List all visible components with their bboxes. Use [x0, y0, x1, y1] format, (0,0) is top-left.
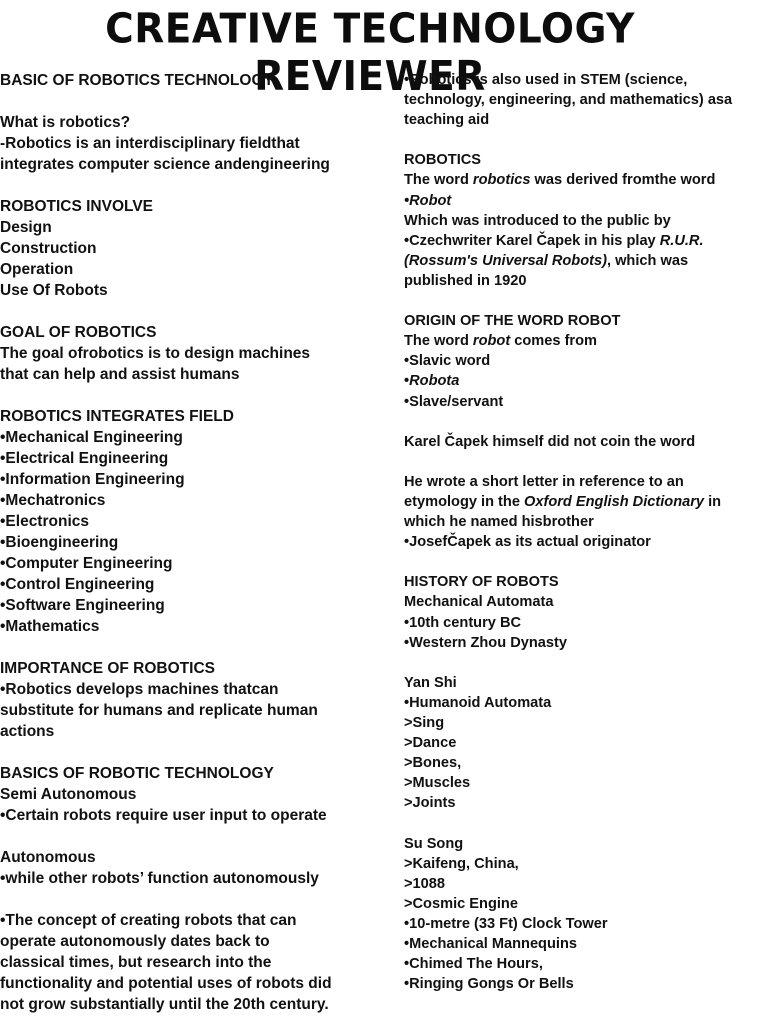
- list-item: Operation: [0, 261, 74, 278]
- list-item: •Humanoid Automata: [404, 694, 552, 711]
- body-text: classical times, but research into the: [0, 954, 272, 971]
- section-heading: GOAL OF ROBOTICS: [0, 324, 157, 341]
- body-text: etymology in the Oxford English Dictionary in: [404, 493, 722, 510]
- list-item: •Slave/servant: [404, 393, 504, 410]
- list-item: >Kaifeng, China,: [404, 855, 519, 872]
- body-text: •Robot: [404, 192, 452, 209]
- list-item: •Control Engineering: [0, 576, 155, 593]
- body-text: that can help and assist humans: [0, 366, 240, 383]
- subheading: Semi Autonomous: [0, 786, 137, 803]
- body-text: The word robotics was derived fromthe word: [404, 172, 716, 189]
- section-heading: BASICS OF ROBOTIC TECHNOLOGY: [0, 765, 274, 782]
- section-heading: IMPORTANCE OF ROBOTICS: [0, 660, 215, 677]
- list-item: •Robota: [404, 373, 460, 390]
- body-text: Karel Čapek himself did not coin the word: [404, 433, 696, 450]
- list-item: •Mathematics: [0, 618, 100, 635]
- body-text: operate autonomously dates back to: [0, 933, 270, 950]
- list-item: Construction: [0, 240, 97, 257]
- list-item: Design: [0, 219, 52, 236]
- subheading: Autonomous: [0, 849, 96, 866]
- body-text: technology, engineering, and mathematics) asa: [404, 92, 733, 109]
- list-item: >Sing: [404, 715, 445, 731]
- list-item: •Chimed The Hours,: [404, 956, 543, 973]
- list-item: •Bioengineering: [0, 534, 119, 551]
- question-text: What is robotics?: [0, 114, 131, 131]
- list-item: •Electronics: [0, 513, 89, 530]
- list-item: •Mechatronics: [0, 492, 106, 509]
- list-item: •Mechanical Engineering: [0, 429, 183, 446]
- list-item: •Information Engineering: [0, 471, 185, 488]
- list-item: >1088: [404, 875, 445, 892]
- list-item: >Cosmic Engine: [404, 895, 518, 912]
- section-heading: ROBOTICS: [404, 152, 482, 169]
- list-item: •Software Engineering: [0, 597, 165, 614]
- list-item: >Joints: [404, 795, 456, 812]
- body-text: The word robot comes from: [404, 333, 597, 350]
- body-text: published in 1920: [404, 272, 527, 289]
- list-item: >Bones,: [404, 755, 462, 772]
- list-item: •10-metre (33 Ft) Clock Tower: [404, 915, 608, 932]
- body-text: He wrote a short letter in reference to an: [404, 473, 684, 490]
- body-text: functionality and potential uses of robots did: [0, 975, 332, 992]
- body-text: not grow substantially until the 20th century.: [0, 996, 329, 1013]
- left-column: [0, 70, 372, 1015]
- right-column: [404, 70, 766, 994]
- body-text: •The concept of creating robots that can: [0, 912, 297, 929]
- body-text: substitute for humans and replicate human: [0, 702, 318, 719]
- body-text: •Czechwriter Karel Čapek in his play R.U.R.: [404, 232, 704, 249]
- section-heading: ROBOTICS INTEGRATES FIELD: [0, 408, 234, 425]
- section-heading: HISTORY OF ROBOTS: [404, 574, 559, 591]
- body-text: teaching aid: [404, 112, 490, 129]
- section-heading: ROBOTICS INVOLVE: [0, 198, 154, 215]
- page-title: CREATIVE TECHNOLOGY REVIEWER: [105, 5, 635, 101]
- list-item: •Western Zhou Dynasty: [404, 634, 567, 651]
- body-text: •while other robots’ function autonomously: [0, 870, 319, 887]
- list-item: >Muscles: [404, 775, 471, 792]
- list-item: •Slavic word: [404, 353, 491, 370]
- body-text: which he named hisbrother: [404, 514, 594, 531]
- section-heading: BASIC OF ROBOTICS TECHNOLOGY: [0, 72, 274, 89]
- list-item: •Mechanical Mannequins: [404, 936, 577, 953]
- body-text: (Rossum's Universal Robots), which was: [404, 252, 689, 269]
- list-item: •Computer Engineering: [0, 555, 173, 572]
- list-item: >Dance: [404, 735, 457, 752]
- body-text: •Robotics develops machines thatcan: [0, 681, 279, 698]
- body-text: •Certain robots require user input to operate: [0, 807, 327, 824]
- list-item: Use Of Robots: [0, 282, 108, 299]
- body-text: Which was introduced to the public by: [404, 212, 671, 229]
- section-heading: ORIGIN OF THE WORD ROBOT: [404, 313, 621, 330]
- list-item: •Ringing Gongs Or Bells: [404, 976, 574, 993]
- body-text: •Robotics is also used in STEM (science,: [404, 72, 688, 88]
- body-text: The goal ofrobotics is to design machines: [0, 345, 311, 362]
- list-item: •10th century BC: [404, 614, 522, 631]
- subheading: Mechanical Automata: [404, 594, 554, 611]
- body-text: •JosefČapek as its actual originator: [404, 534, 651, 551]
- body-text: integrates computer science andengineering: [0, 156, 330, 173]
- list-item: •Electrical Engineering: [0, 450, 169, 467]
- body-text: actions: [0, 723, 55, 740]
- subheading: Yan Shi: [404, 674, 457, 691]
- body-text: -Robotics is an interdisciplinary fieldthat: [0, 135, 300, 152]
- subheading: Su Song: [404, 835, 464, 852]
